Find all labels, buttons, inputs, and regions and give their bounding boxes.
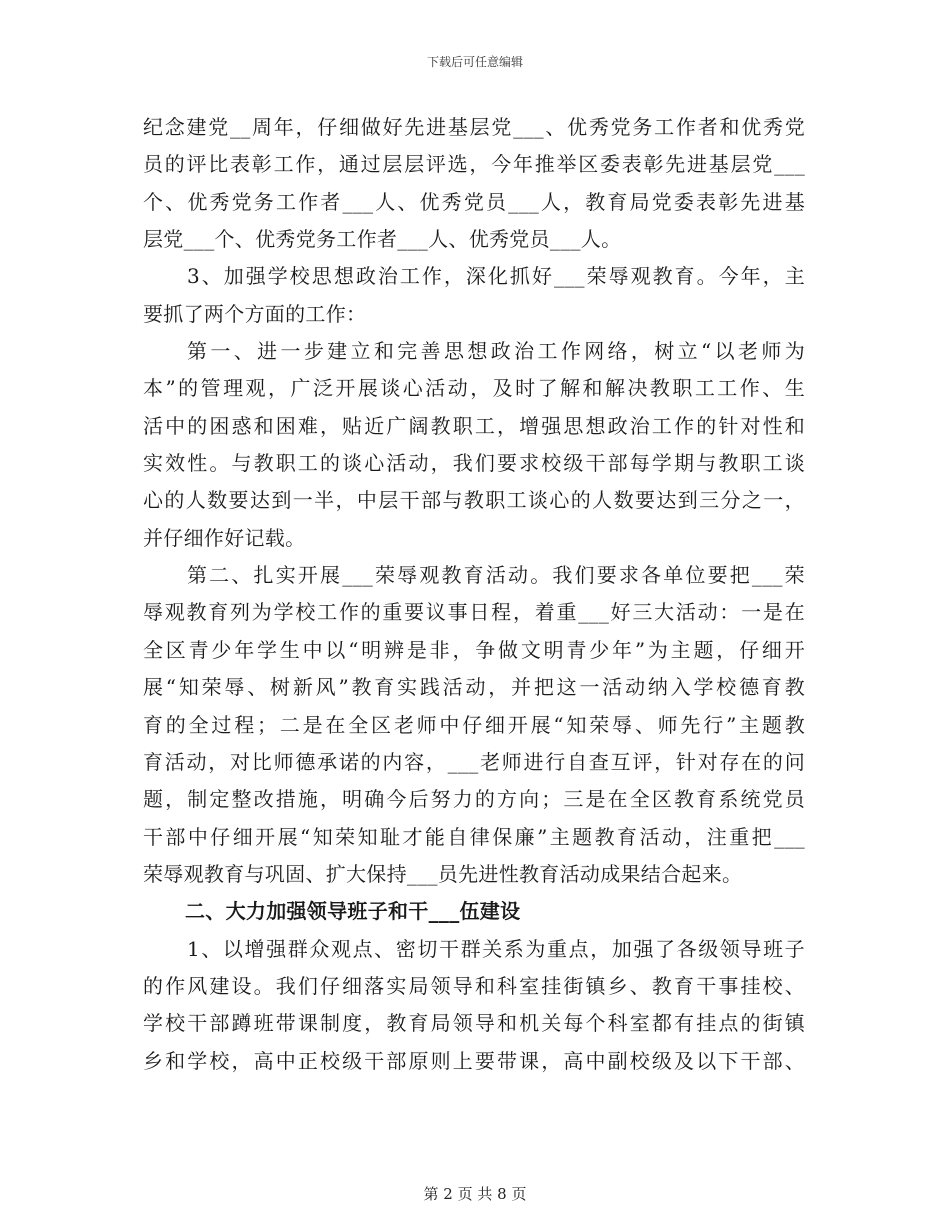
- paragraph-line: 干部中仔细开展“知荣知耻才能自律保廉”主题教育活动，注重把___: [143, 824, 805, 849]
- paragraph-line: 乡和学校，高中正校级干部原则上要带课，高中副校级及以下干部、: [143, 1048, 805, 1073]
- paragraph-line: 本”的管理观，广泛开展谈心活动，及时了解和解决教职工工作、生: [143, 376, 805, 401]
- paragraph-line: 1、以增强群众观点、密切干群关系为重点，加强了各级领导班子: [187, 936, 805, 961]
- paragraph-line: 全区青少年学生中以“明辨是非，争做文明青少年”为主题，仔细开: [143, 637, 805, 662]
- section-heading: 二、大力加强领导班子和干___伍建设: [185, 899, 521, 924]
- paragraph-line: 题，制定整改措施，明确今后努力的方向；三是在全区教育系统党员: [143, 787, 805, 812]
- paragraph-line: 的作风建设。我们仔细落实局领导和科室挂街镇乡、教育干事挂校、: [143, 973, 805, 998]
- paragraph-line: 第二、扎实开展___荣辱观教育活动。我们要求各单位要把___荣: [187, 563, 805, 588]
- paragraph-line: 心的人数要达到一半，中层干部与教职工谈心的人数要达到三分之一，: [143, 488, 805, 513]
- paragraph-line: 学校干部蹲班带课制度，教育局领导和机关每个科室都有挂点的街镇: [143, 1011, 805, 1036]
- paragraph-line: 辱观教育列为学校工作的重要议事日程，着重___好三大活动：一是在: [143, 600, 805, 625]
- paragraph-line: 育活动，对比师德承诺的内容，___老师进行自查互评，针对存在的问: [143, 749, 805, 774]
- paragraph-line: 并仔细作好记载。: [143, 525, 306, 550]
- paragraph-line: 展“知荣辱、树新风”教育实践活动，并把这一活动纳入学校德育教: [143, 675, 805, 700]
- document-body: [143, 109, 805, 1080]
- paragraph-line: 员的评比表彰工作，通过层层评选，今年推举区委表彰先进基层党___: [143, 152, 805, 177]
- paragraph-line: 3、加强学校思想政治工作，深化抓好___荣辱观教育。今年，主: [187, 264, 805, 289]
- paragraph-line: 第一、进一步建立和完善思想政治工作网络，树立“以老师为: [187, 339, 805, 364]
- paragraph-line: 纪念建党__周年，仔细做好先进基层党___、优秀党务工作者和优秀党: [143, 115, 805, 139]
- paragraph-line: 荣辱观教育与巩固、扩大保持___员先进性教育活动成果结合起来。: [143, 861, 743, 886]
- page-header: 下载后可任意编辑: [426, 55, 523, 69]
- paragraph-line: 要抓了两个方面的工作：: [143, 301, 367, 326]
- paragraph-line: 个、优秀党务工作者___人、优秀党员___人，教育局党委表彰先进基: [143, 189, 805, 214]
- page-footer: 第 2 页 共 8 页: [423, 1185, 527, 1203]
- paragraph-line: 育的全过程；二是在全区老师中仔细开展“知荣辱、师先行”主题教: [143, 712, 805, 737]
- paragraph-line: 层党___个、优秀党务工作者___人、优秀党员___人。: [143, 227, 622, 252]
- paragraph-line: 实效性。与教职工的谈心活动，我们要求校级干部每学期与教职工谈: [143, 451, 805, 476]
- paragraph-line: 活中的困惑和困难，贴近广阔教职工，增强思想政治工作的针对性和: [143, 413, 805, 438]
